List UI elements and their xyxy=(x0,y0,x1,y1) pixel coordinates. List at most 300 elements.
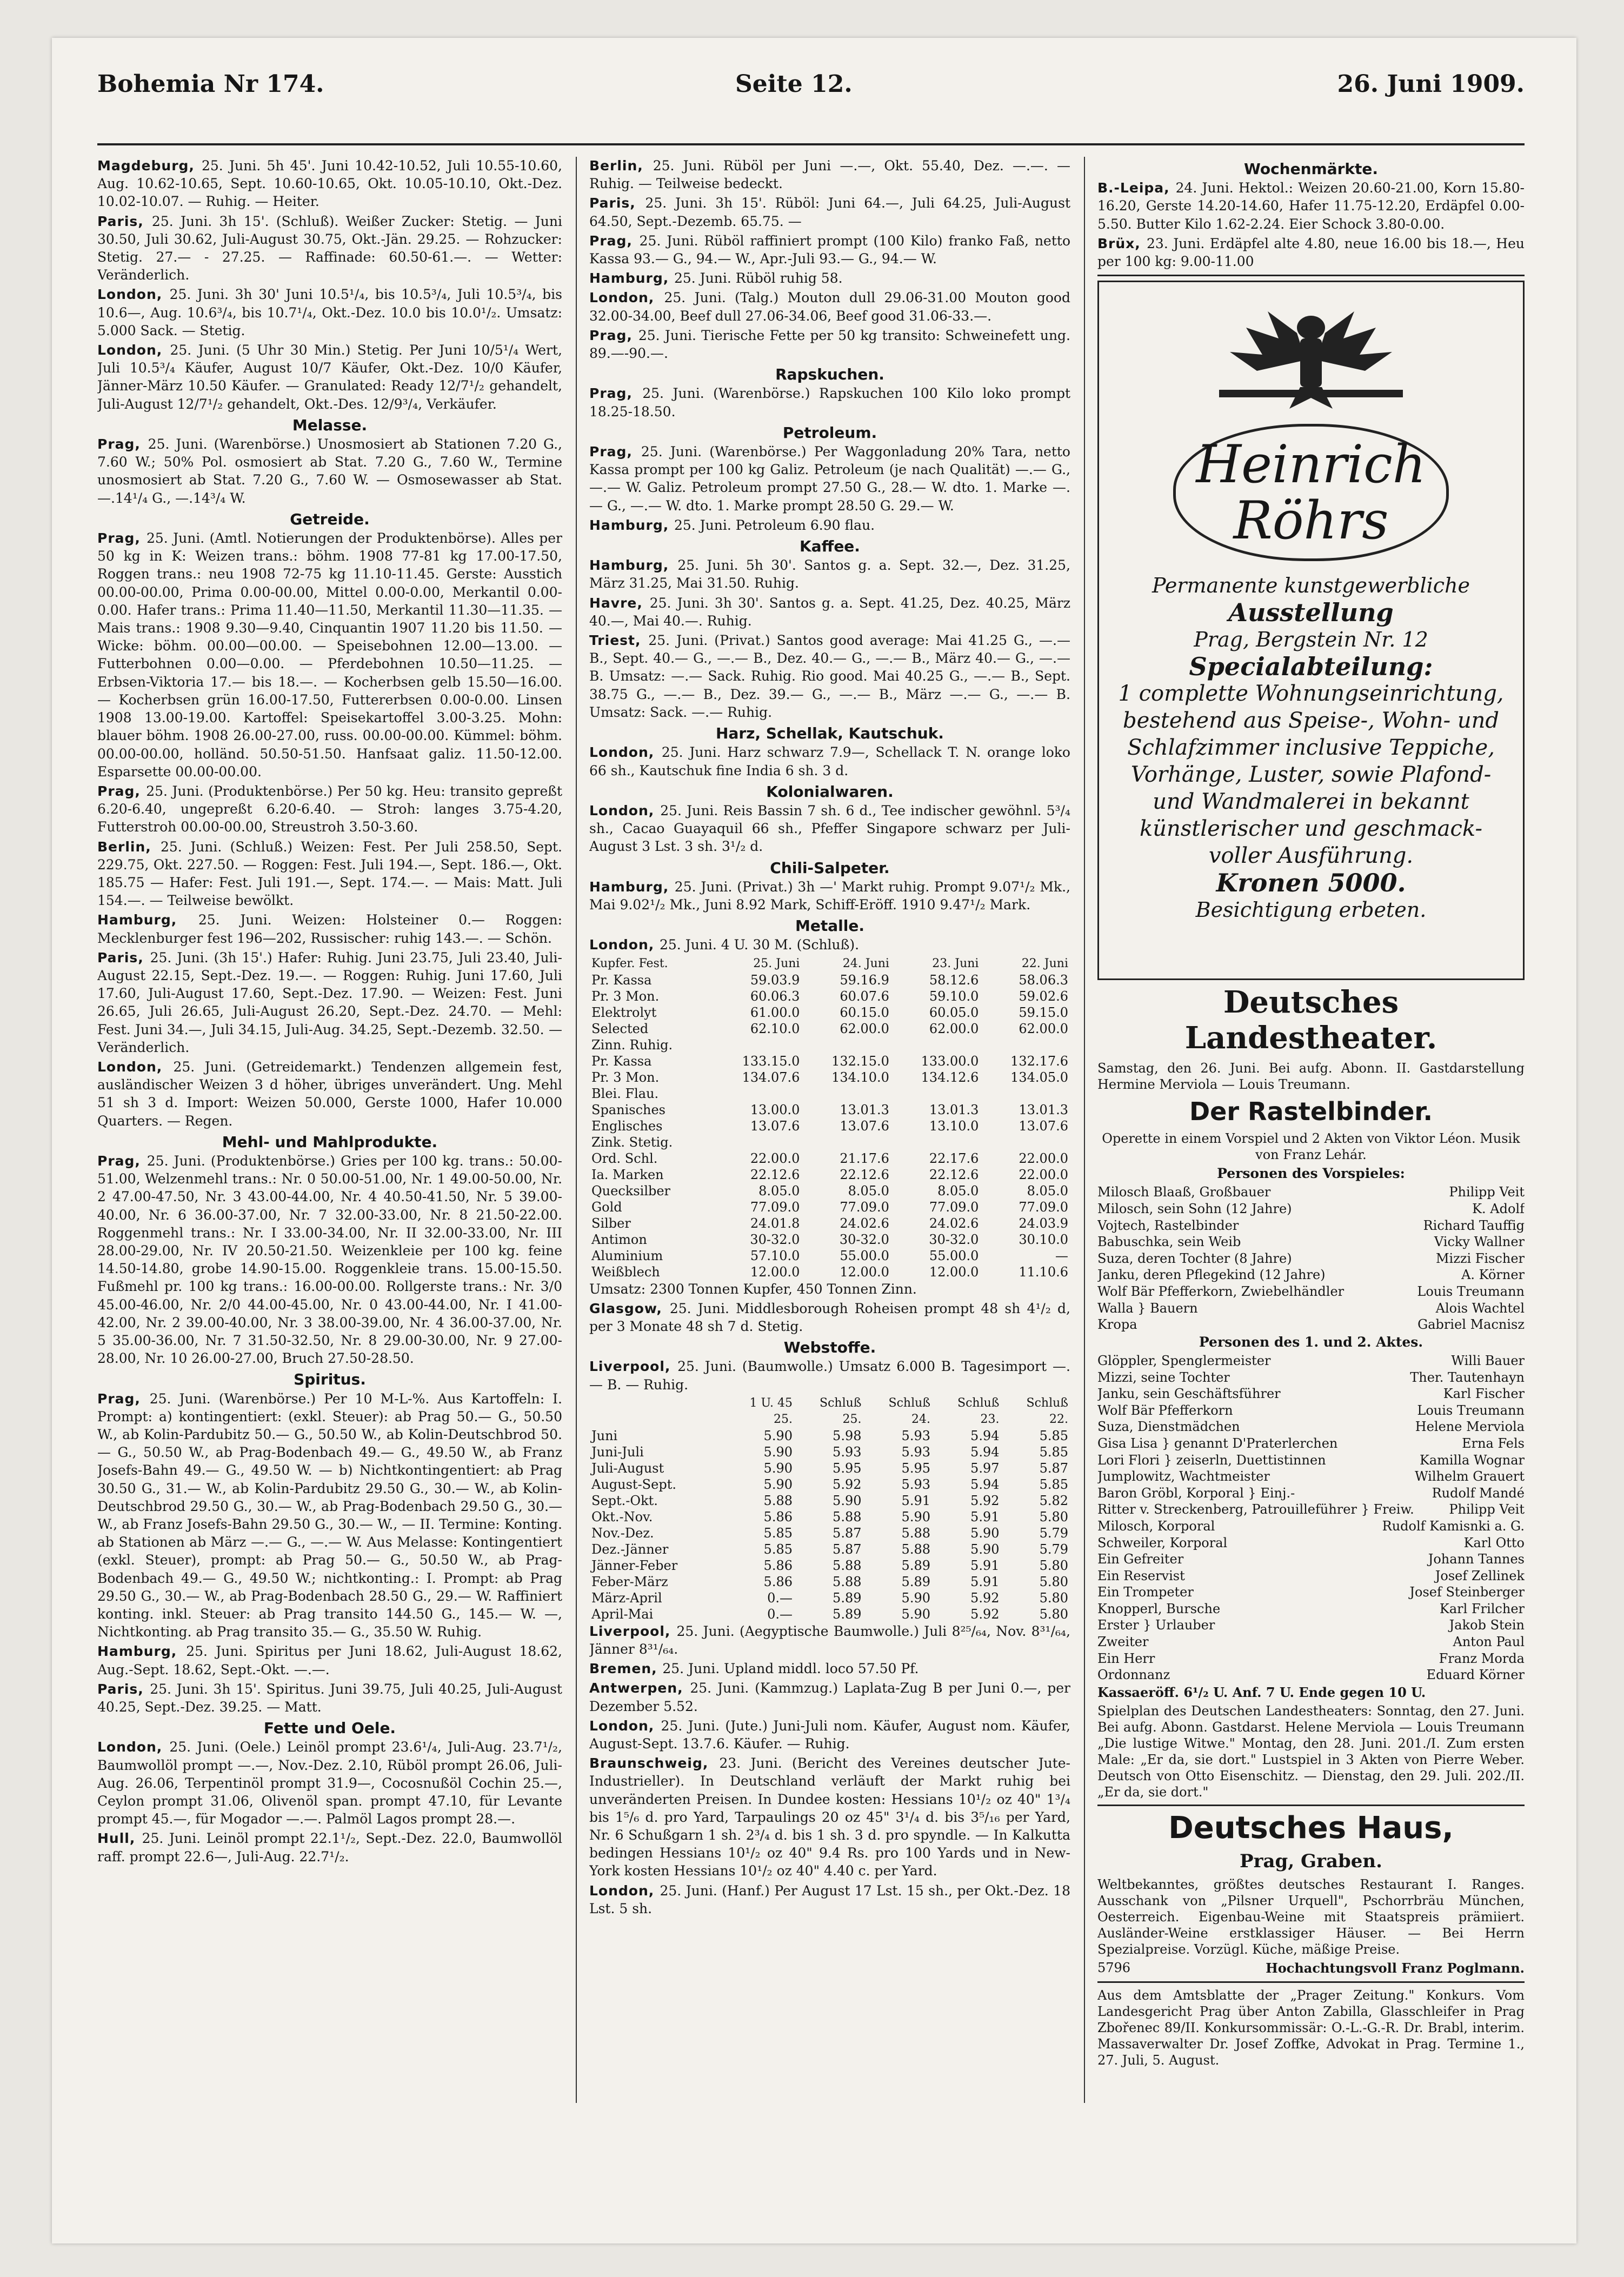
table-cell: 134.05.0 xyxy=(1010,1069,1068,1085)
market-report xyxy=(97,838,562,910)
market-report xyxy=(589,232,1070,268)
cast-row xyxy=(1097,1452,1525,1469)
cast-actor: Jakob Stein xyxy=(1449,1617,1525,1633)
table-cell: 22.00.0 xyxy=(1019,1167,1068,1182)
cast-role: Zweiter xyxy=(1097,1634,1149,1650)
market-report xyxy=(97,157,562,211)
cast-actor: Louis Treumann xyxy=(1417,1402,1525,1418)
report-city: Hamburg, xyxy=(97,912,198,928)
table-cell: 25. Juni xyxy=(753,956,800,970)
cast-actor: Wilhelm Grauert xyxy=(1414,1469,1525,1484)
table-cell: 58.06.3 xyxy=(1019,972,1068,988)
roehrs-name-1: Heinrich xyxy=(1196,434,1426,495)
cast-row xyxy=(1097,1267,1525,1283)
cast-row xyxy=(1097,1234,1525,1250)
cast-actor: Franz Morda xyxy=(1439,1650,1525,1666)
table-cell: 1 U. 45 xyxy=(749,1396,793,1410)
table-cell: 5.79 xyxy=(1039,1525,1068,1541)
deutsches-haus-sign: Hochachtungsvoll Franz Poglmann. xyxy=(1266,1960,1525,1976)
report-city: Triest, xyxy=(589,632,649,649)
cast-row xyxy=(1097,1316,1525,1333)
theater-schedule: Spielplan des Deutschen Landestheaters: Sonntag, den 27. Juni. Bei aufg. Abonn. Gastdarst. Helene Merviola — Louis Treumann „Die lustige Witwe." Montag, den 28. Juni. 201./I. Zum ersten Male: „Er da, sie dort." Lustspiel in 3 Akten von Pierre Weber. Deutsch von Otto Eisenschitz. — Dienstag, den 29. Juli. 202./II. „Er da, sie dort." xyxy=(1097,1703,1525,1800)
cast-actor: Philipp Veit xyxy=(1449,1502,1525,1517)
table-row xyxy=(589,1509,1070,1525)
table-row xyxy=(589,1021,1070,1037)
report-city: Braunschweig, xyxy=(589,1755,720,1772)
cotton-table xyxy=(589,1395,1070,1622)
table-cell: Silber xyxy=(591,1215,631,1231)
table-cell xyxy=(802,1037,891,1053)
table-cell: 5.92 xyxy=(970,1590,1000,1606)
cast-row xyxy=(1097,1250,1525,1267)
cast-role: Ein Herr xyxy=(1097,1650,1155,1666)
cast-actor: Helene Merviola xyxy=(1415,1419,1525,1435)
cast-role: Mizzi, seine Tochter xyxy=(1097,1369,1230,1385)
report-text: 25. Juni. (3h 15'.) Hafer: Ruhig. Juni 23.75, Juli 23.40, Juli-August 22.15, Sept.-Dez. 19.—. — Roggen: Ruhig. Juni 17.60, Juli 17.60, Juli-August 17.60, Sept.-Dez. 17.90. — Weizen: Fest. Juni 26.65, Juli 26.65, Juli-August 26.20, Sept.-Dez. 24.70. — Mehl: Fest. Juni 34.—, Juli 34.15, Juli-Aug. 34.25, Sept.-Dezemb. 32.50. — Veränderlich. xyxy=(97,949,562,1055)
report-text: 25. Juni. (Schluß.) Weizen: Fest. Per Juli 258.50, Sept. 229.75, Okt. 227.50. — Roggen: Fest. Juli 194.—, Sept. 186.—, Okt. 185.75 — Hafer: Fest. Juli 191.—, Sept. 174.—. — Mais: Matt. Juli 154.—. — Teilweise bewölkt. xyxy=(97,838,562,909)
report-text: 25. Juni. Middlesborough Roheisen prompt 48 sh 4¹/₂ d, per 3 Monate 48 sh 7 d. Stetig. xyxy=(589,1300,1070,1334)
section-heading: Fette und Oele. xyxy=(263,1719,396,1737)
cast-row xyxy=(1097,1283,1525,1300)
report-text: 25. Juni. Rüböl per Juni —.—, Okt. 55.40, Dez. —.—. — Ruhig. — Teilweise bedeckt. xyxy=(589,158,1070,192)
market-report xyxy=(97,212,562,284)
cast-role: Ein Trompeter xyxy=(1097,1584,1194,1600)
roehrs-ad-line: 1 complette Wohnungseinrichtung, xyxy=(1118,681,1504,707)
table-cell: 5.90 xyxy=(970,1541,1000,1557)
cast-role: Knopperl, Bursche xyxy=(1097,1601,1221,1616)
table-cell: Weißblech xyxy=(591,1264,660,1280)
table-cell: 0.— xyxy=(767,1606,793,1622)
cast-row xyxy=(1097,1300,1525,1317)
report-text: 25. Juni. Tierische Fette per 50 kg transito: Schweinefett ung. 89.—-90.—. xyxy=(589,327,1070,362)
table-cell: 21.17.6 xyxy=(840,1150,889,1166)
section-heading: Harz, Schellak, Kautschuk. xyxy=(716,724,944,743)
section-heading: Melasse. xyxy=(292,416,368,434)
cast-role: Janku, sein Geschäftsführer xyxy=(1097,1386,1281,1402)
table-cell: 77.09.0 xyxy=(1019,1199,1068,1215)
table-cell xyxy=(981,1037,1070,1053)
table-cell: 22. xyxy=(1049,1412,1068,1426)
rule xyxy=(1097,275,1525,276)
report-city: Prag, xyxy=(97,436,148,452)
cast-row xyxy=(1097,1201,1525,1217)
table-cell: Ia. Marken xyxy=(591,1167,664,1182)
table-cell: Juni-Juli xyxy=(591,1444,644,1460)
table-cell: 5.88 xyxy=(901,1525,930,1541)
table-cell: 77.09.0 xyxy=(840,1199,889,1215)
report-city: Hamburg, xyxy=(589,878,675,895)
cast-row xyxy=(1097,1568,1525,1584)
report-text: 25. Juni. (Produktenbörse.) Per 50 kg. Heu: transito gepreßt 6.20-6.40, ungepreßt 6.20-6.40. — Stroh: langes 3.75-4.20, Futterstroh 00.00-00.00, Streustroh 3.50-3.60. xyxy=(97,783,562,835)
cast-actor: Mizzi Fischer xyxy=(1435,1250,1525,1266)
roehrs-advertisement xyxy=(1097,281,1525,980)
cast-row xyxy=(1097,1386,1525,1402)
play-title: Der Rastelbinder. xyxy=(1189,1097,1433,1127)
table-cell: Juni xyxy=(591,1428,618,1443)
table-cell: Ord. Schl. xyxy=(591,1150,658,1166)
market-report xyxy=(589,743,1070,779)
report-text: 25. Juni. 5h 30'. Santos g. a. Sept. 32.—, Dez. 31.25, März 31.25, Mai 31.50. Ruhig. xyxy=(589,557,1070,591)
table-row xyxy=(589,1086,1070,1102)
table-cell: Schluß xyxy=(1026,1396,1068,1410)
section-heading: Rapskuchen. xyxy=(775,365,884,384)
table-cell: 5.90 xyxy=(970,1525,1000,1541)
table-cell: 8.05.0 xyxy=(848,1183,889,1199)
table-cell: Quecksilber xyxy=(591,1183,671,1199)
table-cell: Sept.-Okt. xyxy=(591,1493,658,1508)
deutsches-haus-text: Weltbekanntes, größtes deutsches Restaurant I. Ranges. Ausschank von „Pilsner Urquell", Pschorrbräu München, Oesterreich. Eigenbau-Weine mit Staatspreis prämiiert. Ausländer-Weine erstklassiger Häuser. — Bei Herrn Spezialpreise. Vorzügl. Küche, mäßige Preise. xyxy=(1097,1877,1525,1958)
table-cell: Gold xyxy=(591,1199,622,1215)
cast-actor: Anton Paul xyxy=(1453,1634,1525,1650)
table-cell xyxy=(802,1134,891,1150)
table-cell: 5.80 xyxy=(1039,1574,1068,1589)
report-text: 25. Juni. (Amtl. Notierungen der Produktenbörse). Alles per 50 kg in K: Weizen trans.: böhm. 1908 77-81 kg 17.00-17.50, Roggen trans.: neu 1908 72-75 kg 11.10-11.45. Gerste: Ausstich 00.00-00.00, Prima 0.00-00.00, Mittel 0.00-0.00, Merkantil 0.00-0.00. Hafer trans.: Prima 11.40—11.50, Merkantil 11.30—11.35. — Mais trans.: 1908 9.30—9.40, Cinquantin 1907 11.20 bis 11.50. — Wicke: böhm. 00.00—00.00. — Speisebohnen 12.00—13.00. — Futterbohnen 0.00—0.00. — Pferdebohnen 10.50—11.25. — Erbsen-Viktoria 17.— bis 18.—. — Kocherbsen gelb 15.50—16.00. — Kocherbsen grün 16.00-17.50, Futtererbsen 0.00-0.00. Linsen 1908 13.00-19.00. Kartoffel: Speisekartoffel 3.00-3.25. Mohn: blauer böhm. 1908 26.00-27.00, russ. 00.00-00.00. Kümmel: böhm. 00.00-00.00, holländ. 50.50-51.50. Hanfsaat galiz. 11.50-12.00. Esparsette 00.00-00.00. xyxy=(97,530,562,780)
table-cell xyxy=(891,1086,981,1102)
market-report xyxy=(97,1152,562,1367)
table-cell: 60.07.6 xyxy=(840,988,889,1004)
cast-role: Glöppler, Spenglermeister xyxy=(1097,1353,1271,1368)
table-row xyxy=(589,1412,1070,1428)
table-row xyxy=(589,1248,1070,1264)
cast-row xyxy=(1097,1501,1525,1518)
table-cell: Pr. Kassa xyxy=(591,1053,652,1069)
report-text: 23. Juni. Erdäpfel alte 4.80, neue 16.00 bis 18.—, Heu per 100 kg: 9.00-11.00 xyxy=(1097,235,1525,270)
weekly-market-report xyxy=(1097,179,1525,233)
cast-row xyxy=(1097,1584,1525,1601)
cast-actor: Philipp Veit xyxy=(1449,1184,1525,1200)
table-row xyxy=(589,1574,1070,1590)
cast-role: Walla } Bauern xyxy=(1097,1300,1198,1316)
report-city: London, xyxy=(97,342,170,358)
report-city: Hamburg, xyxy=(589,517,674,533)
table-cell: 62.10.0 xyxy=(750,1021,800,1036)
table-cell: 5.90 xyxy=(833,1493,862,1508)
table-cell: 77.09.0 xyxy=(929,1199,979,1215)
official-notice: Aus dem Amtsblatte der „Prager Zeitung." Konkurs. Vom Landesgericht Prag über Anton Zabilla, Glasschleifer in Prag Zbořenec 89/II. Konkursommissär: O.-L.-G.-R. Dr. Brabl, interim. Massaverwalter Dr. Josef Zoffke, Advokat in Prag. Termine 1., 27. Juli, 5. August. xyxy=(1097,1988,1525,2068)
table-cell: 5.80 xyxy=(1039,1509,1068,1524)
report-city: London, xyxy=(97,287,170,303)
cast-role: Ritter v. Streckenberg, Patrouilleführer } Freiw. xyxy=(1097,1502,1414,1517)
report-text: 25. Juni. Harz schwarz 7.9—, Schellack T. N. orange loko 66 sh., Kautschuk fine India 6 sh. 3 d. xyxy=(589,744,1070,778)
table-cell: Zink. Stetig. xyxy=(591,1134,673,1150)
table-cell: 5.87 xyxy=(833,1525,862,1541)
report-text: 25. Juni. (Warenbörse.) Rapskuchen 100 Kilo loko prompt 18.25-18.50. xyxy=(589,385,1070,420)
market-report xyxy=(97,1058,562,1130)
rule xyxy=(1097,1805,1525,1806)
table-cell: 8.05.0 xyxy=(937,1183,979,1199)
table-row xyxy=(589,1460,1070,1476)
report-city: Antwerpen, xyxy=(589,1680,690,1696)
table-cell: 25. xyxy=(773,1412,793,1426)
table-cell: Schluß xyxy=(888,1396,930,1410)
theater-times: Kassaeröff. 6¹/₂ U. Anf. 7 U. Ende gegen 10 U. xyxy=(1097,1684,1426,1700)
roehrs-ad-line: Specialabteilung: xyxy=(1189,652,1433,682)
cast-row xyxy=(1097,1617,1525,1634)
column-1 xyxy=(97,157,562,2114)
table-cell: 5.91 xyxy=(901,1493,930,1508)
ad-number: 5796 xyxy=(1097,1960,1131,1976)
table-cell: 5.90 xyxy=(901,1509,930,1524)
cast-row xyxy=(1097,1402,1525,1419)
table-cell: 5.79 xyxy=(1039,1541,1068,1557)
report-city: Paris, xyxy=(97,213,152,229)
cast-actor: Willi Bauer xyxy=(1451,1353,1525,1368)
report-text: 25. Juni. (5 Uhr 30 Min.) Stetig. Per Juni 10/5¹/₄ Wert, Juli 10.5³/₄ Käufer, August 10/7 Käufer, Okt.-Dez. 10/0 Käufer, Jänner-März 10.50 Käufer. — Granulated: Ready 12/7¹/₂ gehandelt, Juli-August 12/7¹/₂ gehandelt, Okt.-Des. 12/9³/₄, Verkäufer. xyxy=(97,342,562,412)
table-cell: Nov.-Dez. xyxy=(591,1525,654,1541)
report-city: Paris, xyxy=(589,195,645,211)
report-city: Prag, xyxy=(97,1390,150,1407)
persons-title-2: Personen des 1. und 2. Aktes. xyxy=(1199,1334,1423,1350)
section-heading: Kolonialwaren. xyxy=(766,782,894,801)
report-city: Havre, xyxy=(589,595,650,611)
report-text: 25. Juni. Leinöl prompt 22.1¹/₂, Sept.-Dez. 22.0, Baumwollöl raff. prompt 22.6—, Juli-Aug. 22.7¹/₂. xyxy=(97,1830,562,1865)
cast-list-2 xyxy=(1097,1353,1525,1683)
report-text: 25. Juni. Spiritus per Juni 18.62, Juli-August 18.62, Aug.-Sept. 18.62, Sept.-Okt. —.—. xyxy=(97,1643,562,1677)
table-cell: 5.85 xyxy=(763,1541,793,1557)
cast-actor: Eduard Körner xyxy=(1426,1667,1525,1683)
table-cell: 24. xyxy=(911,1412,930,1426)
table-cell xyxy=(891,1037,981,1053)
cast-actor: Josef Steinberger xyxy=(1409,1584,1525,1600)
cast-actor: Gabriel Macnisz xyxy=(1417,1317,1525,1333)
table-row xyxy=(589,1004,1070,1021)
report-text: 25. Juni. (Baumwolle.) Umsatz 6.000 B. Tagesimport —.— B. — Ruhig. xyxy=(589,1359,1070,1393)
report-city: Prag, xyxy=(589,444,641,460)
cast-actor: Erna Fels xyxy=(1462,1435,1525,1451)
report-text: 25. Juni. (Jute.) Juni-Juli nom. Käufer, August nom. Käufer, August-Sept. 13.7.6. Käufer. — Ruhig. xyxy=(589,1717,1070,1752)
table-cell: 5.88 xyxy=(901,1541,930,1557)
table-row xyxy=(589,1590,1070,1606)
table-cell: 24.03.9 xyxy=(1019,1215,1068,1231)
table-row xyxy=(589,1167,1070,1183)
report-city: Paris, xyxy=(97,1681,150,1697)
cast-role: Vojtech, Rastelbinder xyxy=(1097,1217,1239,1233)
market-report xyxy=(589,1357,1070,1393)
table-row xyxy=(589,1264,1070,1280)
cast-actor: Karl Otto xyxy=(1463,1535,1525,1550)
section-heading: Getreide. xyxy=(290,510,370,528)
table-cell: 5.86 xyxy=(763,1557,793,1573)
roehrs-name-2: Röhrs xyxy=(1233,490,1389,551)
table-cell: 24.02.6 xyxy=(840,1215,889,1231)
table-cell: Spanisches xyxy=(591,1102,665,1117)
report-city: Prag, xyxy=(589,232,640,249)
table-cell: 5.89 xyxy=(833,1590,862,1606)
table-cell: 22.00.0 xyxy=(750,1150,800,1166)
table-cell: 22.12.6 xyxy=(750,1167,800,1182)
table-cell: 5.89 xyxy=(901,1557,930,1573)
cast-row xyxy=(1097,1551,1525,1568)
report-text: 25. Juni. Upland middl. loco 57.50 Pf. xyxy=(662,1661,919,1677)
metals-turnover: Umsatz: 2300 Tonnen Kupfer, 450 Tonnen Zinn. xyxy=(589,1281,917,1297)
cast-row xyxy=(1097,1535,1525,1552)
cast-actor: Kamilla Wognar xyxy=(1419,1452,1525,1468)
table-cell: Juli-August xyxy=(591,1460,664,1476)
roehrs-ad-line: Permanente kunstgewerbliche xyxy=(1152,574,1470,598)
table-row xyxy=(589,1557,1070,1574)
report-text: 25. Juni. 3h 30'. Santos g. a. Sept. 41.25, Dez. 40.25, März 40.—, Mai 40.—. Ruhig. xyxy=(589,595,1070,629)
table-cell: 134.12.6 xyxy=(921,1069,979,1085)
cast-role: Janku, deren Pflegekind (12 Jahre) xyxy=(1097,1267,1326,1283)
report-city: London, xyxy=(589,1882,660,1899)
table-row xyxy=(589,1428,1070,1444)
table-row xyxy=(589,1606,1070,1622)
cast-row xyxy=(1097,1667,1525,1683)
cast-role: Lori Flori } zeiserln, Duettistinnen xyxy=(1097,1452,1326,1468)
report-city: London, xyxy=(97,1058,174,1075)
table-cell: 61.00.0 xyxy=(750,1004,800,1020)
table-cell: 5.95 xyxy=(833,1460,862,1476)
market-report xyxy=(589,327,1070,362)
roehrs-ad-line: künstlerischer und geschmack- xyxy=(1140,816,1482,842)
table-cell: 24.02.6 xyxy=(929,1215,979,1231)
cast-actor: Vicky Wallner xyxy=(1434,1234,1525,1250)
table-cell: 5.90 xyxy=(763,1444,793,1460)
cast-actor: Ther. Tautenhayn xyxy=(1410,1369,1525,1385)
table-cell: 55.00.0 xyxy=(840,1248,889,1263)
section-heading: Petroleum. xyxy=(782,423,877,442)
table-cell: März-April xyxy=(591,1590,662,1606)
report-text: 25. Juni. (Hanf.) Per August 17 Lst. 15 sh., per Okt.-Dez. 18 Lst. 5 sh. xyxy=(589,1882,1070,1916)
table-cell: 22. Juni xyxy=(1021,956,1068,970)
report-text: 25. Juni. (Kammzug.) Laplata-Zug B per Juni 0.—, per Dezember 5.52. xyxy=(589,1680,1070,1714)
theater-title: Deutsches Landestheater. xyxy=(1184,984,1437,1056)
table-cell: 5.85 xyxy=(763,1525,793,1541)
section-heading: Metalle. xyxy=(795,917,864,935)
cast-row xyxy=(1097,1419,1525,1435)
table-cell: August-Sept. xyxy=(591,1476,676,1492)
table-cell: 22.12.6 xyxy=(840,1167,889,1182)
cast-role: Suza, Dienstmädchen xyxy=(1097,1419,1240,1435)
table-cell: 5.85 xyxy=(1039,1444,1068,1460)
market-report xyxy=(97,1390,562,1641)
table-cell xyxy=(713,1134,802,1150)
table-cell: 5.87 xyxy=(833,1541,862,1557)
report-city: Hamburg, xyxy=(589,557,678,574)
table-cell: 11.10.6 xyxy=(1019,1264,1068,1280)
table-cell: Pr. Kassa xyxy=(591,972,652,988)
report-text: 23. Juni. (Bericht des Vereines deutscher Jute-Industrieller). In Deutschland verläuft der Markt ruhig bei unveränderten Preisen. In Dundee kosten: Hessians 10¹/₂ oz 40" 1³/₄ bis 1⁵/₆ d. pro Yard, Tarpaulings 20 oz 45" 3¹/₄ d. bis 3⁵/₁₆ per Yard, Nr. 6 Schußgarn 1 sh. 2³/₄ d. bis 1 sh. 3 d. pro spyndle. — In Kalkutta bedingen Hessians 10¹/₂ oz 40" 9.4 Rs. pro 100 Yards und in New-York kosten Hessians 10¹/₂ oz 40" 4.40 c. per Yard. xyxy=(589,1755,1070,1879)
report-text: 25. Juni. (Warenbörse.) Per 10 M-L-%. Aus Kartoffeln: I. Prompt: a) kontingentiert: (exkl. Steuer): ab Prag 50.— G., 50.50 W., ab Kolin-Pardubitz 50.— G., 50.50 W., ab Kolin-Deutschbrod 50.— G., 50.50 W., ab Prag-Bodenbach 49.— G., 49.50 W., ab Franz Josefs-Bahn 49.— G., 49.50 W. — b) Nichtkontingentiert: ab Prag 30.50 G., 31.— W., ab Kolin-Pardubitz 29.50 G., 30.— W., ab Kolin-Deutschbrod 29.50 G., 30.— W., ab Prag-Bodenbach 29.50 G., 30.— W., ab Franz Josefs-Bahn 29.50 G., 30.— W., — II. Termine: Konting. ab Stationen ab März —.— G., —.— W. Aus Melasse: Kontingentiert (exkl. Steuer), prompt: ab Prag 50.— G., 50.50 W., ab Prag-Bodenbach 49.— G., 49.50 W.; nichtkonting.: I. Prompt: ab Prag 29.50 G., 30.— W., ab Prag-Bodenbach 28.50 G., 29.— W. Raffiniert konting. inkl. Steuer: ab Prag transito 144.50 G., 145.— W. —, Nichtkonting. ab Prag transito 35.— G., 35.50 W. Ruhig. xyxy=(97,1390,562,1640)
report-city: London, xyxy=(589,290,664,306)
table-cell: 13.10.0 xyxy=(929,1118,979,1134)
cast-actor: K. Adolf xyxy=(1472,1201,1525,1217)
table-cell: 22.00.0 xyxy=(1019,1150,1068,1166)
table-cell: 22.12.6 xyxy=(929,1167,979,1182)
report-text: 25. Juni. Reis Bassin 7 sh. 6 d., Tee indischer gewöhnl. 5³/₄ sh., Cacao Guayaquil 66 sh., Pfeffer Singapore schwarz per Juli-August 3 Lst. 3 sh. 3¹/₂ d. xyxy=(589,802,1070,855)
report-city: London, xyxy=(589,937,660,953)
cast-role: Babuschka, sein Weib xyxy=(1097,1234,1241,1250)
table-cell: 59.10.0 xyxy=(929,988,979,1004)
cast-role: Schweiler, Korporal xyxy=(1097,1535,1228,1550)
table-cell: Kupfer. Fest. xyxy=(591,956,668,970)
roehrs-logo xyxy=(1173,424,1449,561)
table-cell: 5.88 xyxy=(833,1574,862,1589)
roehrs-ad-line: und Wandmalerei in bekannt xyxy=(1153,789,1469,815)
report-city: Berlin, xyxy=(97,838,161,855)
report-city: Hull, xyxy=(97,1830,142,1847)
cast-row xyxy=(1097,1468,1525,1485)
table-cell: 13.01.3 xyxy=(1019,1102,1068,1117)
table-cell: 134.10.0 xyxy=(831,1069,889,1085)
table-row xyxy=(589,1231,1070,1248)
report-city: Prag, xyxy=(589,385,643,402)
table-row xyxy=(589,956,1070,972)
table-cell: 13.01.3 xyxy=(840,1102,889,1117)
table-cell: 5.90 xyxy=(901,1606,930,1622)
theater-intro: Samstag, den 26. Juni. Bei aufg. Abonn. II. Gastdarstellung Hermine Merviola — Louis Treumann. xyxy=(1097,1061,1525,1093)
report-city: Liverpool, xyxy=(589,1359,678,1375)
cast-role: Ein Gefreiter xyxy=(1097,1552,1184,1567)
cast-row xyxy=(1097,1435,1525,1452)
cast-role: Gisa Lisa } genannt D'Praterlerchen xyxy=(1097,1435,1338,1451)
report-city: London, xyxy=(97,1739,170,1755)
table-cell: 24.01.8 xyxy=(750,1215,800,1231)
table-cell: Antimon xyxy=(591,1231,647,1247)
table-cell: 13.07.6 xyxy=(840,1118,889,1134)
cast-role: Suza, deren Tochter (8 Jahre) xyxy=(1097,1250,1292,1266)
market-report xyxy=(97,435,562,507)
table-cell: Okt.-Nov. xyxy=(591,1509,653,1524)
table-cell: 5.86 xyxy=(763,1574,793,1589)
table-cell: 23. xyxy=(980,1412,1000,1426)
table-cell xyxy=(713,1086,802,1102)
market-report xyxy=(589,1300,1070,1335)
cast-actor: Karl Fischer xyxy=(1443,1386,1525,1402)
table-cell xyxy=(802,1086,891,1102)
rule xyxy=(1097,1981,1525,1983)
roehrs-ad-line: bestehend aus Speise-, Wohn- und xyxy=(1123,708,1499,734)
market-report xyxy=(589,878,1070,914)
table-cell: 59.16.9 xyxy=(840,972,889,988)
table-cell: Selected xyxy=(591,1021,649,1036)
cast-actor: Richard Tauffig xyxy=(1423,1217,1525,1233)
table-cell: 24. Juni xyxy=(842,956,889,970)
table-cell: 12.00.0 xyxy=(929,1264,979,1280)
report-text: 24. Juni. Hektol.: Weizen 20.60-21.00, Korn 15.80-16.20, Gerste 14.20-14.60, Hafer 11.75-12.20, Erdäpfel 0.00-5.50. Butter Kilo 1.62-2.24. Eier Schock 3.80-0.00. xyxy=(1097,180,1525,232)
report-text: 25. Juni. Petroleum 6.90 flau. xyxy=(674,517,875,533)
table-row xyxy=(589,1525,1070,1541)
table-cell: April-Mai xyxy=(591,1606,654,1622)
report-text: 25. Juni. (Produktenbörse.) Gries per 100 kg. trans.: 50.00-51.00, Welzenmehl trans.: Nr. 0 50.00-51.00, Nr. 1 49.00-50.00, Nr. 2 47.00-47.50, Nr. 3 43.00-44.00, Nr. 4 40.50-41.50, Nr. 5 39.00-40.00, Nr. 6 36.00-37.00, Nr. 7 32.00-33.00, Nr. 8 21.50-22.00. Roggenmehl trans.: Nr. I 33.00-34.00, Nr. II 32.00-33.00, Nr. III 28.00-29.00, Nr. IV 20.50-21.50. Weizenkleie per 100 kg. feine 14.50-14.80, grobe 14.90-15.00. Roggenkleie trans. 15.00-15.50. Fußmehl pr. 100 kg trans.: 16.00-00.00. Rollgerste trans.: Nr. 3/0 45.00-46.00, Nr. 2/0 44.00-45.00, Nr. 0 43.00-44.00, Nr. I 41.00-42.00, Nr. 2 39.00-40.00, Nr. 3 38.00-39.00, Nr. 4 36.00-37.00, Nr. 5 35.00-36.00, Nr. 7 31.50-32.50, Nr. 8 29.00-30.00, Nr. 9 27.00-28.00, Nr. 10 26.00-27.00, Bruch 27.50-28.50. xyxy=(97,1153,562,1367)
market-report xyxy=(97,285,562,339)
cast-actor: Karl Frilcher xyxy=(1439,1601,1525,1616)
table-cell: 12.00.0 xyxy=(840,1264,889,1280)
roehrs-ad-line: Schlafzimmer inclusive Teppiche, xyxy=(1127,735,1495,761)
market-report xyxy=(97,1738,562,1828)
table-cell: 59.15.0 xyxy=(1019,1004,1068,1020)
table-cell: 5.91 xyxy=(970,1557,1000,1573)
column-divider-1 xyxy=(576,157,577,2103)
cast-actor: Alois Wachtel xyxy=(1435,1300,1525,1316)
eagle-icon xyxy=(1197,295,1425,414)
market-report xyxy=(589,631,1070,721)
table-cell: 13.07.6 xyxy=(1019,1118,1068,1134)
header-paper-issue: Bohemia Nr 174. xyxy=(97,70,324,98)
table-row xyxy=(589,1102,1070,1118)
table-cell: Dez.-Jänner xyxy=(591,1541,669,1557)
roehrs-ad-line: Ausstellung xyxy=(1228,598,1394,628)
table-cell: Zinn. Ruhig. xyxy=(591,1037,673,1053)
roehrs-ad-line: Besichtigung erbeten. xyxy=(1195,898,1427,922)
table-row xyxy=(589,1199,1070,1215)
market-report xyxy=(97,341,562,413)
report-text: 25. Juni. (Getreidemarkt.) Tendenzen allgemein fest, ausländischer Weizen 3 d höher, übriges unverändert. Ung. Mehl 51 sh 3 d. Import: Weizen 50.000, Gerste 1000, Hafer 10.000 Quarters. — Regen. xyxy=(97,1058,562,1129)
report-city: London, xyxy=(589,744,662,761)
cast-actor: Johann Tannes xyxy=(1428,1552,1525,1567)
table-cell: 59.03.9 xyxy=(750,972,800,988)
report-text: 25. Juni. 5h 45'. Juni 10.42-10.52, Juli 10.55-10.60, Aug. 10.62-10.65, Sept. 10.60-10.65, Okt. 10.05-10.10, Okt.-Dez. 10.02-10.07. — Ruhig. — Heiter. xyxy=(97,158,562,210)
